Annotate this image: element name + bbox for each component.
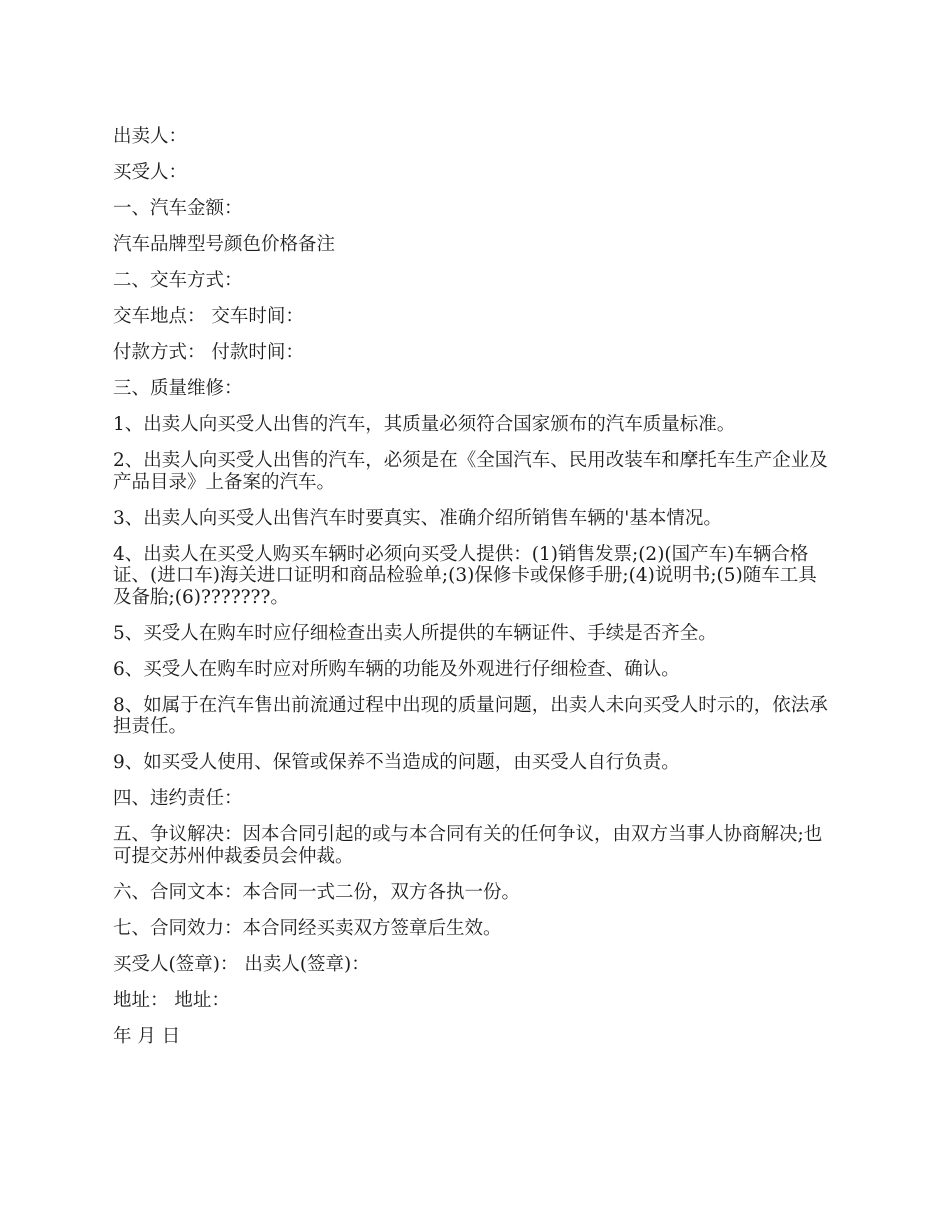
section-heading-amount: 一、汽车金额： [113,198,243,219]
quality-clause-1: 1、出卖人向买受人出售的汽车，其质量必须符合国家颁布的汽车质量标准。 [113,414,736,435]
buyer-field: 买受人： [113,162,188,183]
quality-clause-3: 3、出卖人向买受人出售汽车时要真实、准确介绍所销售车辆的'基本情况。 [113,507,722,529]
section-heading-quality: 三、质量维修： [113,378,243,399]
quality-clause-8: 8、如属于在汽车售出前流通过程中出现的质量问题，出卖人未向买受人时示的，依法承担责任。 [113,694,828,737]
payment-line: 付款方式： 付款时间： [113,342,304,363]
section-heading-delivery: 二、交车方式： [113,270,243,291]
contract-body [113,126,829,1062]
quality-clause-2: 2、出卖人向买受人出售的汽车，必须是在《全国汽车、民用改装车和摩托车生产企业及产品目录》上备案的汽车。 [113,450,828,493]
section-contract-effect: 七、合同效力：本合同经买卖双方签章后生效。 [113,917,502,939]
address-line: 地址： 地址： [113,989,230,1011]
delivery-line: 交车地点： 交车时间： [113,306,304,327]
quality-clause-6: 6、买受人在购车时应对所购车辆的功能及外观进行仔细检查、确认。 [113,658,680,680]
quality-clause-9: 9、如买受人使用、保管或保养不当造成的问题，由买受人自行负责。 [113,752,680,773]
section-dispute-resolution: 五、争议解决：因本合同引起的或与本合同有关的任何争议，由双方当事人协商解决;也可提交苏州仲裁委员会仲裁。 [113,824,823,867]
quality-clause-4: 4、出卖人在买受人购买车辆时必须向买受人提供：(1)销售发票;(2)(国产车)车辆合格证、(进口车)海关进口证明和商品检验单;(3)保修卡或保修手册;(4)说明书;(5)随车工具及备胎;(6)???????。 [113,543,817,608]
date-line: 年 月 日 [113,1025,181,1047]
vehicle-table-header: 汽车品牌型号颜色价格备注 [113,234,336,255]
quality-clause-5: 5、买受人在购车时应仔细检查出卖人所提供的车辆证件、手续是否齐全。 [113,622,717,644]
section-heading-liability: 四、违约责任： [113,788,243,809]
signature-line: 买受人(签章)： 出卖人(签章)： [113,953,370,975]
seller-field: 出卖人： [113,126,188,147]
section-contract-copies: 六、合同文本：本合同一式二份，双方各执一份。 [113,881,521,903]
